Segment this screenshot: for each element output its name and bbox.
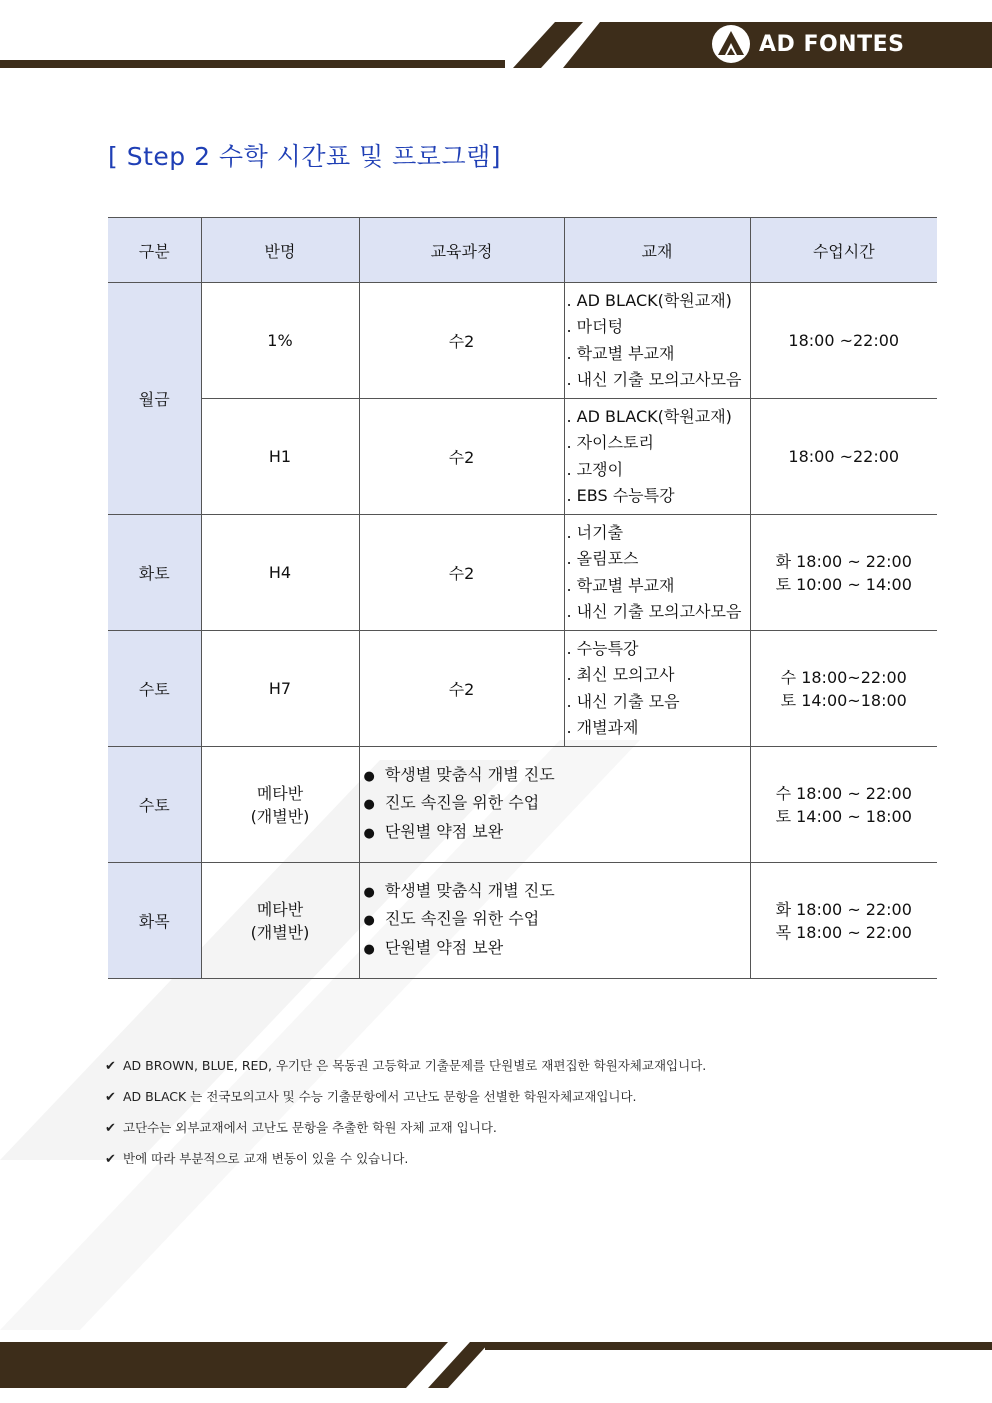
bullet-icon: ● xyxy=(363,825,375,841)
time-line: 토 10:00 ~ 14:00 xyxy=(775,574,912,594)
program-cell xyxy=(359,863,750,979)
book-item: . AD BLACK(학원교재) xyxy=(566,290,732,310)
header-class: 반명 xyxy=(201,218,359,283)
page-title: [ Step 2 수학 시간표 및 프로그램] xyxy=(108,142,502,171)
program-item: ● 진도 속진을 위한 수업 xyxy=(363,793,540,813)
checkmark-icon: ✔ xyxy=(105,1090,116,1105)
time-line: 토 14:00~18:00 xyxy=(780,690,907,710)
bullet-icon: ● xyxy=(363,797,375,813)
book-item: . 학교별 부교재 xyxy=(566,575,675,595)
course-cell: 수2 xyxy=(359,515,564,631)
book-item: . 자이스토리 xyxy=(566,433,654,452)
category-cell: 월금 xyxy=(108,283,201,515)
class-cell: H1 xyxy=(201,399,359,515)
notes-list xyxy=(105,1055,706,1179)
book-item: . 최신 모의고사 xyxy=(566,665,675,684)
category-cell: 수토 xyxy=(108,747,201,863)
header-time: 수업시간 xyxy=(750,218,937,283)
time-line: 수 18:00 ~ 22:00 xyxy=(775,783,912,803)
book-item: . 내신 기출 모의고사모음 xyxy=(566,602,742,621)
category-cell: 수토 xyxy=(108,631,201,747)
books-cell xyxy=(564,399,750,515)
book-item: . 내신 기출 모의고사모음 xyxy=(566,370,742,389)
book-item: . EBS 수능특강 xyxy=(566,486,675,505)
table-row xyxy=(108,283,937,399)
time-cell xyxy=(750,283,937,399)
header-books: 교재 xyxy=(564,218,750,283)
time-cell xyxy=(750,515,937,631)
bullet-icon: ● xyxy=(363,884,375,900)
books-cell xyxy=(564,515,750,631)
book-item: . 마더텅 xyxy=(566,317,624,336)
brand-name: AD FONTES xyxy=(759,31,905,57)
brand-logo xyxy=(711,24,904,64)
note-item: ✔ AD BLACK 는 전국모의고사 및 수능 기출문항에서 고난도 문항을 선별한 학원자체교재입니다. xyxy=(105,1086,706,1117)
course-cell: 수2 xyxy=(359,399,564,515)
category-cell: 화목 xyxy=(108,863,201,979)
time-line: 목 18:00 ~ 22:00 xyxy=(775,922,912,942)
category-cell: 화토 xyxy=(108,515,201,631)
book-item: . 올림포스 xyxy=(566,549,639,568)
program-item: ● 진도 속진을 위한 수업 xyxy=(363,909,540,929)
time-cell xyxy=(750,631,937,747)
table-row xyxy=(108,399,937,515)
book-item: . 고쟁이 xyxy=(566,459,624,479)
program-cell xyxy=(359,747,750,863)
table-row xyxy=(108,515,937,631)
checkmark-icon: ✔ xyxy=(105,1059,116,1074)
book-item: . 내신 기출 모음 xyxy=(566,691,680,711)
table-row xyxy=(108,747,937,863)
books-cell xyxy=(564,631,750,747)
program-item: ● 학생별 맞춤식 개별 진도 xyxy=(363,764,555,784)
bullet-icon: ● xyxy=(363,913,375,929)
class-cell: 메타반 (개별반) xyxy=(201,863,359,979)
program-item: ● 단원별 약점 보완 xyxy=(363,937,504,957)
checkmark-icon: ✔ xyxy=(105,1152,116,1167)
note-item: ✔ AD BROWN, BLUE, RED, 우기단 은 목동권 고등학교 기출문제를 단원별로 재편집한 학원자체교재입니다. xyxy=(105,1055,706,1086)
note-item: ✔ 반에 따라 부분적으로 교재 변동이 있을 수 있습니다. xyxy=(105,1148,706,1179)
time-cell xyxy=(750,747,937,863)
books-cell xyxy=(564,283,750,399)
book-item: . AD BLACK(학원교재) xyxy=(566,406,732,426)
program-item: ● 학생별 맞춤식 개별 진도 xyxy=(363,880,555,900)
header-category: 구분 xyxy=(108,218,201,283)
time-line: 토 14:00 ~ 18:00 xyxy=(775,806,912,826)
book-item: . 학교별 부교재 xyxy=(566,343,675,363)
table-row xyxy=(108,863,937,979)
class-cell: 1% xyxy=(201,283,359,399)
time-line: 화 18:00 ~ 22:00 xyxy=(775,551,912,571)
bullet-icon: ● xyxy=(363,941,375,957)
footer-banner xyxy=(0,1330,992,1403)
class-cell: H7 xyxy=(201,631,359,747)
time-cell xyxy=(750,863,937,979)
header-course: 교육과정 xyxy=(359,218,564,283)
time-cell xyxy=(750,399,937,515)
class-cell: H4 xyxy=(201,515,359,631)
course-cell: 수2 xyxy=(359,631,564,747)
time-line: 18:00 ~22:00 xyxy=(788,447,900,466)
bullet-icon: ● xyxy=(363,768,375,784)
book-item: . 너기출 xyxy=(566,522,624,542)
table-header-row xyxy=(108,218,937,283)
book-item: . 수능특강 xyxy=(566,638,639,658)
book-item: . 개별과제 xyxy=(566,718,639,737)
program-item: ● 단원별 약점 보완 xyxy=(363,821,504,841)
time-line: 수 18:00~22:00 xyxy=(780,667,907,687)
course-cell: 수2 xyxy=(359,283,564,399)
checkmark-icon: ✔ xyxy=(105,1121,116,1136)
note-item: ✔ 고단수는 외부교재에서 고난도 문항을 추출한 학원 자체 교재 입니다. xyxy=(105,1117,706,1148)
schedule-table xyxy=(108,217,937,979)
time-line: 18:00 ~22:00 xyxy=(788,331,900,350)
class-cell: 메타반 (개별반) xyxy=(201,747,359,863)
table-row xyxy=(108,631,937,747)
triangle-a-logo-icon xyxy=(711,24,751,64)
time-line: 화 18:00 ~ 22:00 xyxy=(775,899,912,919)
